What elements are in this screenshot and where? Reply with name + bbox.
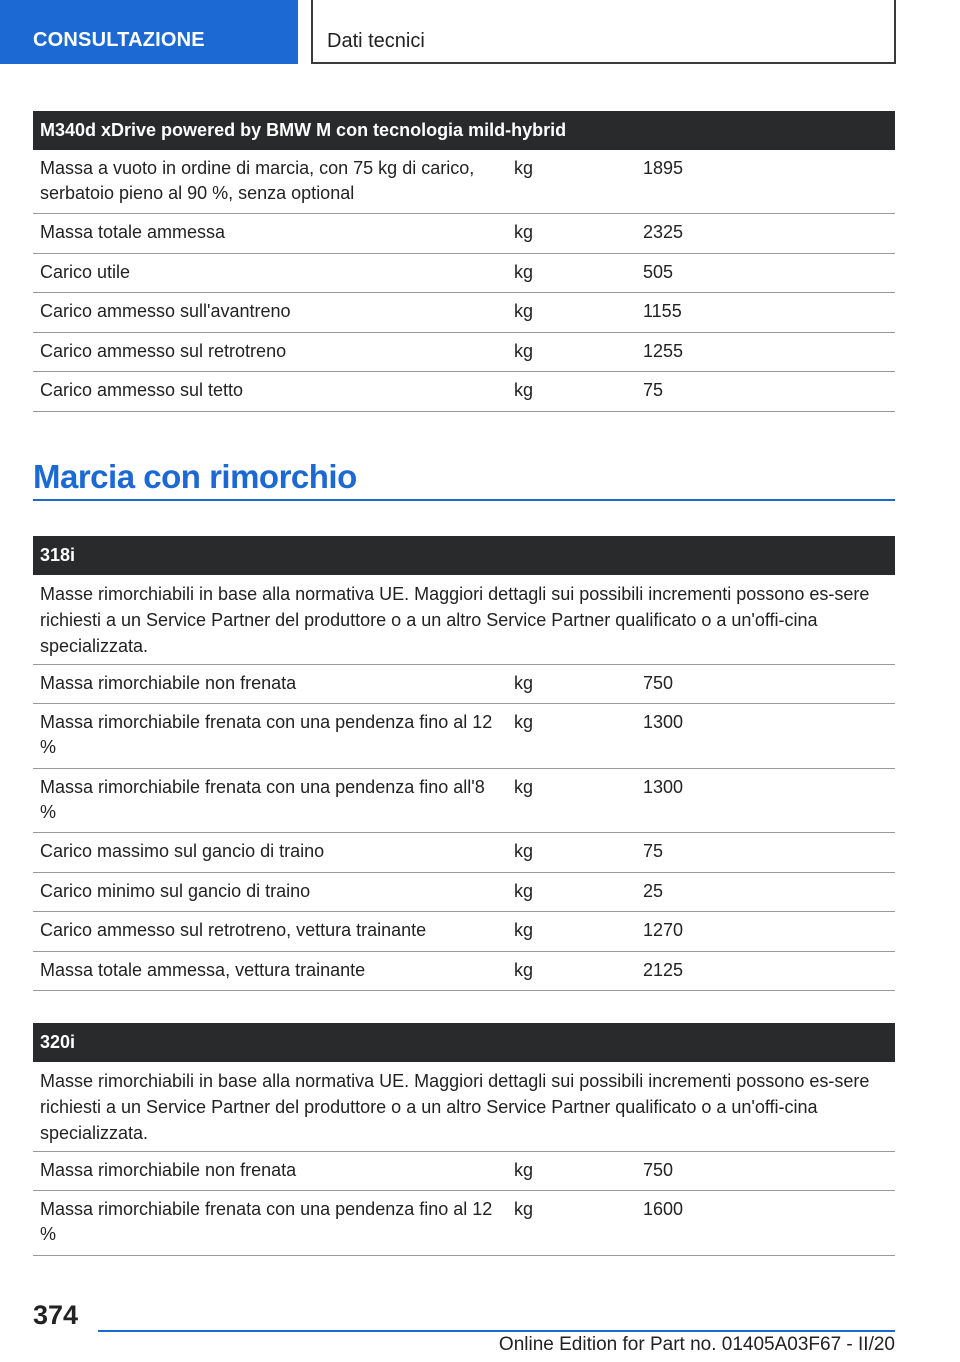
table-row (33, 873, 895, 912)
table-row (33, 214, 895, 254)
row-label: Carico utile (40, 262, 131, 282)
table-row (33, 769, 895, 833)
row-label: Massa a vuoto in ordine di marcia, con 75 kg di carico, serbatoio pieno al 90 %, senza optional (40, 158, 475, 203)
footer-divider (98, 1330, 895, 1332)
row-value: 505 (643, 262, 674, 282)
section-tab-label: CONSULTAZIONE (33, 29, 205, 51)
table-row (33, 150, 895, 214)
table-row (33, 704, 895, 769)
row-unit: kg (514, 960, 534, 980)
row-label: Massa totale ammessa, vettura trainante (40, 960, 366, 980)
row-value: 2125 (643, 960, 684, 980)
row-value: 1895 (643, 158, 684, 178)
row-unit: kg (514, 301, 534, 321)
row-label: Carico ammesso sul retrotreno (40, 341, 287, 361)
row-unit: kg (514, 1160, 534, 1180)
chapter-title: Dati tecnici (327, 30, 425, 52)
row-label: Massa rimorchiabile non frenata (40, 1160, 297, 1180)
row-label: Massa rimorchiabile frenata con una pendenza fino all'8 % (40, 777, 485, 822)
table-heading: M340d xDrive powered by BMW M con tecnologia mild-hybrid (33, 111, 895, 150)
table-description: Masse rimorchiabili in base alla normativa UE. Maggiori dettagli sui possibili incrementi possono es-sere richiesti a un Service Partner del produttore o a un altro Service Partner qualificato o a un'offi-cina specializzata. (33, 1062, 895, 1152)
row-unit: kg (514, 777, 534, 797)
row-label: Massa rimorchiabile non frenata (40, 673, 297, 693)
row-value: 750 (643, 1160, 674, 1180)
section-tab-consultazione[interactable] (0, 0, 298, 64)
row-unit: kg (514, 920, 534, 940)
table-row (33, 665, 895, 704)
row-label: Carico ammesso sul retrotreno, vettura trainante (40, 920, 427, 940)
row-unit: kg (514, 841, 534, 861)
row-unit: kg (514, 881, 534, 901)
row-value: 75 (643, 841, 664, 861)
table-heading: 318i (33, 536, 895, 575)
row-unit: kg (514, 158, 534, 178)
table-row (33, 833, 895, 873)
page-number: 374 (33, 1300, 79, 1330)
row-value: 1300 (643, 712, 684, 732)
edition-note: Online Edition for Part no. 01405A03F67 - II/20 (498, 1334, 895, 1355)
table-row (33, 1191, 895, 1256)
chapter-header (311, 0, 896, 64)
row-value: 1300 (643, 777, 684, 797)
row-value: 2325 (643, 222, 684, 242)
row-label: Carico ammesso sull'avantreno (40, 301, 291, 321)
spec-table-m340d (33, 111, 895, 412)
row-unit: kg (514, 341, 534, 361)
row-value: 25 (643, 881, 664, 901)
row-value: 1155 (643, 301, 682, 321)
row-label: Massa totale ammessa (40, 222, 226, 242)
row-unit: kg (514, 262, 534, 282)
row-unit: kg (514, 673, 534, 693)
row-value: 1600 (643, 1199, 684, 1219)
row-unit: kg (514, 222, 534, 242)
table-description: Masse rimorchiabili in base alla normativa UE. Maggiori dettagli sui possibili incrementi possono es-sere richiesti a un Service Partner del produttore o a un altro Service Partner qualificato o a un'offi-cina specializzata. (33, 575, 895, 665)
spec-table-318i (33, 536, 895, 991)
table-row (33, 333, 895, 372)
table-row (33, 372, 895, 412)
section-title: Marcia con rimorchio (33, 458, 357, 495)
row-label: Massa rimorchiabile frenata con una pendenza fino al 12 % (40, 712, 493, 757)
table-row (33, 912, 895, 952)
row-unit: kg (514, 380, 534, 400)
table-row (33, 1152, 895, 1191)
row-value: 1255 (643, 341, 684, 361)
section-divider (33, 499, 895, 501)
row-label: Massa rimorchiabile frenata con una pendenza fino al 12 % (40, 1199, 493, 1244)
table-row (33, 952, 895, 991)
row-value: 1270 (643, 920, 684, 940)
table-heading: 320i (33, 1023, 895, 1062)
row-label: Carico massimo sul gancio di traino (40, 841, 325, 861)
row-unit: kg (514, 712, 534, 732)
row-value: 750 (643, 673, 674, 693)
row-label: Carico ammesso sul tetto (40, 380, 244, 400)
spec-table-320i (33, 1023, 895, 1256)
table-row (33, 254, 895, 293)
table-row (33, 293, 895, 333)
row-unit: kg (514, 1199, 534, 1219)
row-value: 75 (643, 380, 664, 400)
row-label: Carico minimo sul gancio di traino (40, 881, 311, 901)
